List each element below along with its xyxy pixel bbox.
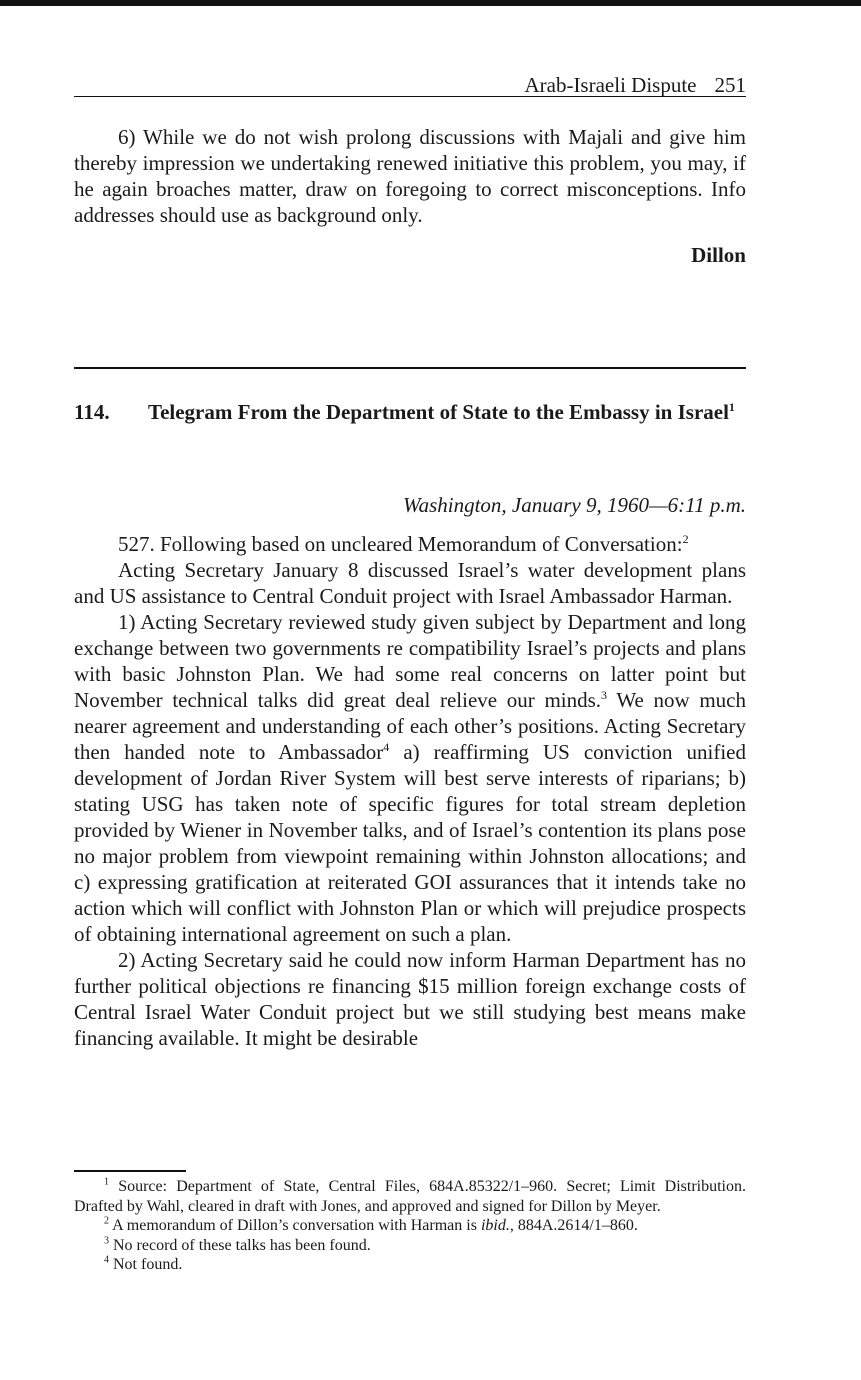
previous-document-text (74, 124, 746, 228)
footnote-ref-3: 3 (601, 688, 608, 702)
footnote (74, 1216, 746, 1236)
footnote (74, 1236, 746, 1256)
paragraph-text: a) reaffirming US conviction unified development of Jordan River System will best serve interests of riparians; b) stating USG has taken note of specific figures for total stream depletion provided by Wiener in November talks, and of Israel’s contention its plans pose no major problem from viewpoint remaining within Johnston allocations; and c) expressing gratification at reiterated GOI assurances that it intends take no action which will conflict with Johnston Plan or which will prejudice prospects of obtaining international agreement on such a plan. (74, 740, 747, 946)
running-title: Arab-Israeli Dispute (524, 73, 697, 97)
paragraph-text: 1) Acting Secretary reviewed study given subject by Department and long exchange between two governments re compatibility Israel’s projects and plans with basic Johnston Plan. We had some real concerns on latter point but November technical talks did great deal relieve our minds. (74, 610, 746, 712)
document-title (148, 398, 746, 426)
signature: Dillon (691, 243, 746, 267)
footnote-ref-2: 2 (682, 532, 689, 546)
footnote (74, 1255, 746, 1275)
footnote-italic: ibid. (480, 1217, 510, 1234)
running-header (74, 73, 746, 97)
document-title-text: Telegram From the Department of State to the Embassy in Israel (148, 400, 729, 424)
paragraph-text: 527. Following based on uncleared Memorandum of Conversation: (118, 532, 683, 556)
footnote-marker: 3 (104, 1235, 109, 1247)
footnote-text: No record of these talks has been found. (113, 1236, 371, 1254)
document-number: 114. (74, 400, 110, 424)
paragraph-text: We now much nearer agreement and understanding of each other’s positions. Acting Secretary then handed note to Ambassador (74, 688, 746, 764)
paragraph: Acting Secretary January 8 discussed Israel’s water development plans and US assistance to Central Conduit project with Israel Ambassador Harman. (74, 558, 746, 608)
footnote-marker: 2 (104, 1215, 109, 1227)
dateline: Washington, January 9, 1960—6:11 p.m. (403, 493, 746, 517)
header-rule (74, 96, 746, 97)
footnote-ref-1: 1 (728, 400, 735, 414)
page-top-edge (0, 0, 861, 6)
paragraph (74, 609, 746, 947)
footnote-marker: 1 (104, 1176, 109, 1188)
section-divider (74, 367, 746, 369)
footnote-text: Not found. (113, 1256, 183, 1273)
footnote-rule (74, 1170, 186, 1172)
paragraph: 2) Acting Secretary said he could now inform Harman Department has no further political objections re financing $15 million foreign exchange costs of Central Israel Water Conduit project but we still studying best means make financing available. It might be desirable (74, 948, 746, 1050)
footnote-text: A memorandum of Dillon’s conversation with Harman is (112, 1217, 481, 1234)
footnote-marker: 4 (104, 1254, 109, 1266)
footnote-text: Source: Department of State, Central Files, 684A.85322/1–960. Secret; Limit Distribution. Drafted by Wahl, cleared in draft with Jones, and approved and signed for Dillon by Meyer. (74, 1178, 747, 1215)
footnote (74, 1177, 746, 1216)
footnote-text: , 884A.2614/1–860. (509, 1217, 638, 1234)
footnote-ref-4: 4 (383, 740, 390, 754)
document-body (74, 531, 746, 1051)
closing-paragraph: 6) While we do not wish prolong discussions with Majali and give him thereby impression we undertaking renewed initiative this problem, you may, if he again broaches matter, draw on foregoing to correct misconceptions. Info addresses should use as background only. (74, 125, 746, 227)
footnotes (74, 1177, 746, 1275)
page-number: 251 (714, 73, 746, 97)
paragraph (74, 531, 746, 557)
